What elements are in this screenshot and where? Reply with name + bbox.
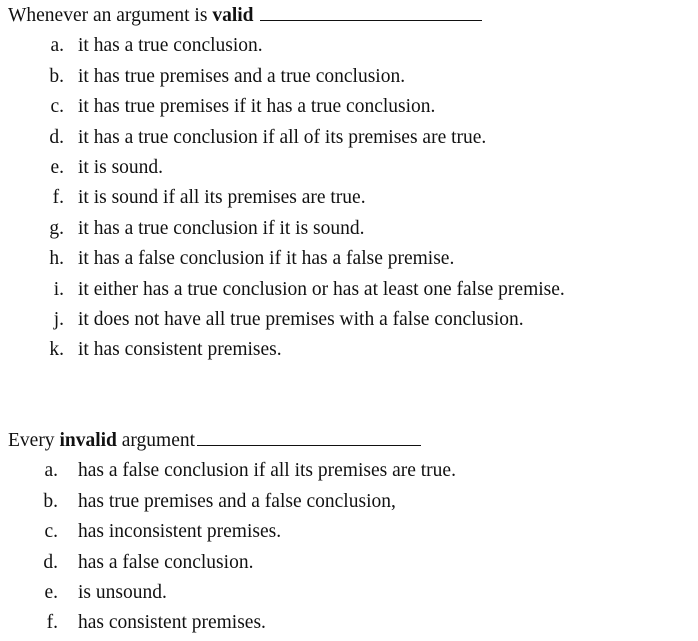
option-letter: a. (44, 460, 58, 482)
question-stem (8, 1, 698, 31)
option-list (8, 456, 698, 638)
option-text: it is sound if all its premises are true. (78, 187, 366, 209)
option-text: has consistent premises. (78, 612, 266, 634)
option-text: it has a true conclusion. (78, 35, 263, 57)
option-letter: f. (52, 187, 64, 209)
option-item[interactable] (8, 92, 698, 122)
stem-text: Every (8, 430, 60, 451)
option-letter: d. (49, 126, 64, 148)
option-letter: j. (53, 308, 64, 330)
option-letter: g. (49, 217, 64, 239)
option-item[interactable] (8, 183, 698, 213)
option-text: it has a true conclusion if all of its premises are true. (78, 126, 487, 148)
option-item[interactable] (8, 305, 698, 335)
option-text: is unsound. (78, 581, 167, 603)
option-item[interactable] (8, 517, 698, 547)
option-letter: f. (46, 612, 58, 634)
option-text: has a false conclusion. (78, 551, 254, 573)
option-item[interactable] (8, 62, 698, 92)
option-letter: d. (43, 551, 58, 573)
option-text: it is sound. (78, 156, 164, 178)
option-letter: k. (49, 339, 64, 361)
option-letter: e. (44, 581, 58, 603)
option-item[interactable] (8, 487, 698, 517)
option-letter: h. (49, 248, 64, 270)
answer-blank[interactable] (197, 444, 421, 446)
option-item[interactable] (8, 214, 698, 244)
option-letter: e. (50, 156, 64, 178)
option-letter: b. (49, 65, 64, 87)
question-invalid (8, 426, 698, 639)
option-text: has a false conclusion if all its premises are true. (78, 460, 456, 482)
option-item[interactable] (8, 548, 698, 578)
option-letter: c. (50, 96, 64, 118)
stem-text-after: argument (116, 430, 196, 451)
stem-keyword: valid (212, 5, 254, 26)
option-letter: b. (43, 490, 58, 512)
option-text: it either has a true conclusion or has at least one false premise. (78, 278, 565, 300)
option-letter: a. (50, 35, 64, 57)
stem-text-after (254, 5, 259, 26)
option-item[interactable] (8, 31, 698, 61)
option-text: it does not have all true premises with a false conclusion. (78, 308, 524, 330)
question-valid (8, 1, 698, 366)
option-item[interactable] (8, 275, 698, 305)
option-item[interactable] (8, 456, 698, 486)
option-text: has inconsistent premises. (78, 521, 282, 543)
answer-blank[interactable] (260, 19, 482, 21)
option-item[interactable] (8, 123, 698, 153)
option-item[interactable] (8, 578, 698, 608)
option-list (8, 31, 698, 365)
option-text: it has true premises if it has a true conclusion. (78, 96, 436, 118)
option-letter: i. (53, 278, 64, 300)
option-text: has true premises and a false conclusion, (78, 490, 396, 512)
option-item[interactable] (8, 153, 698, 183)
option-item[interactable] (8, 244, 698, 274)
option-text: it has a true conclusion if it is sound. (78, 217, 365, 239)
option-text: it has true premises and a true conclusion. (78, 65, 406, 87)
stem-text: Whenever an argument is (8, 5, 213, 26)
option-item[interactable] (8, 335, 698, 365)
option-text: it has a false conclusion if it has a false premise. (78, 248, 455, 270)
question-stem (8, 426, 698, 456)
stem-keyword: invalid (59, 430, 117, 451)
option-text: it has consistent premises. (78, 339, 282, 361)
option-letter: c. (44, 521, 58, 543)
option-item[interactable] (8, 608, 698, 638)
